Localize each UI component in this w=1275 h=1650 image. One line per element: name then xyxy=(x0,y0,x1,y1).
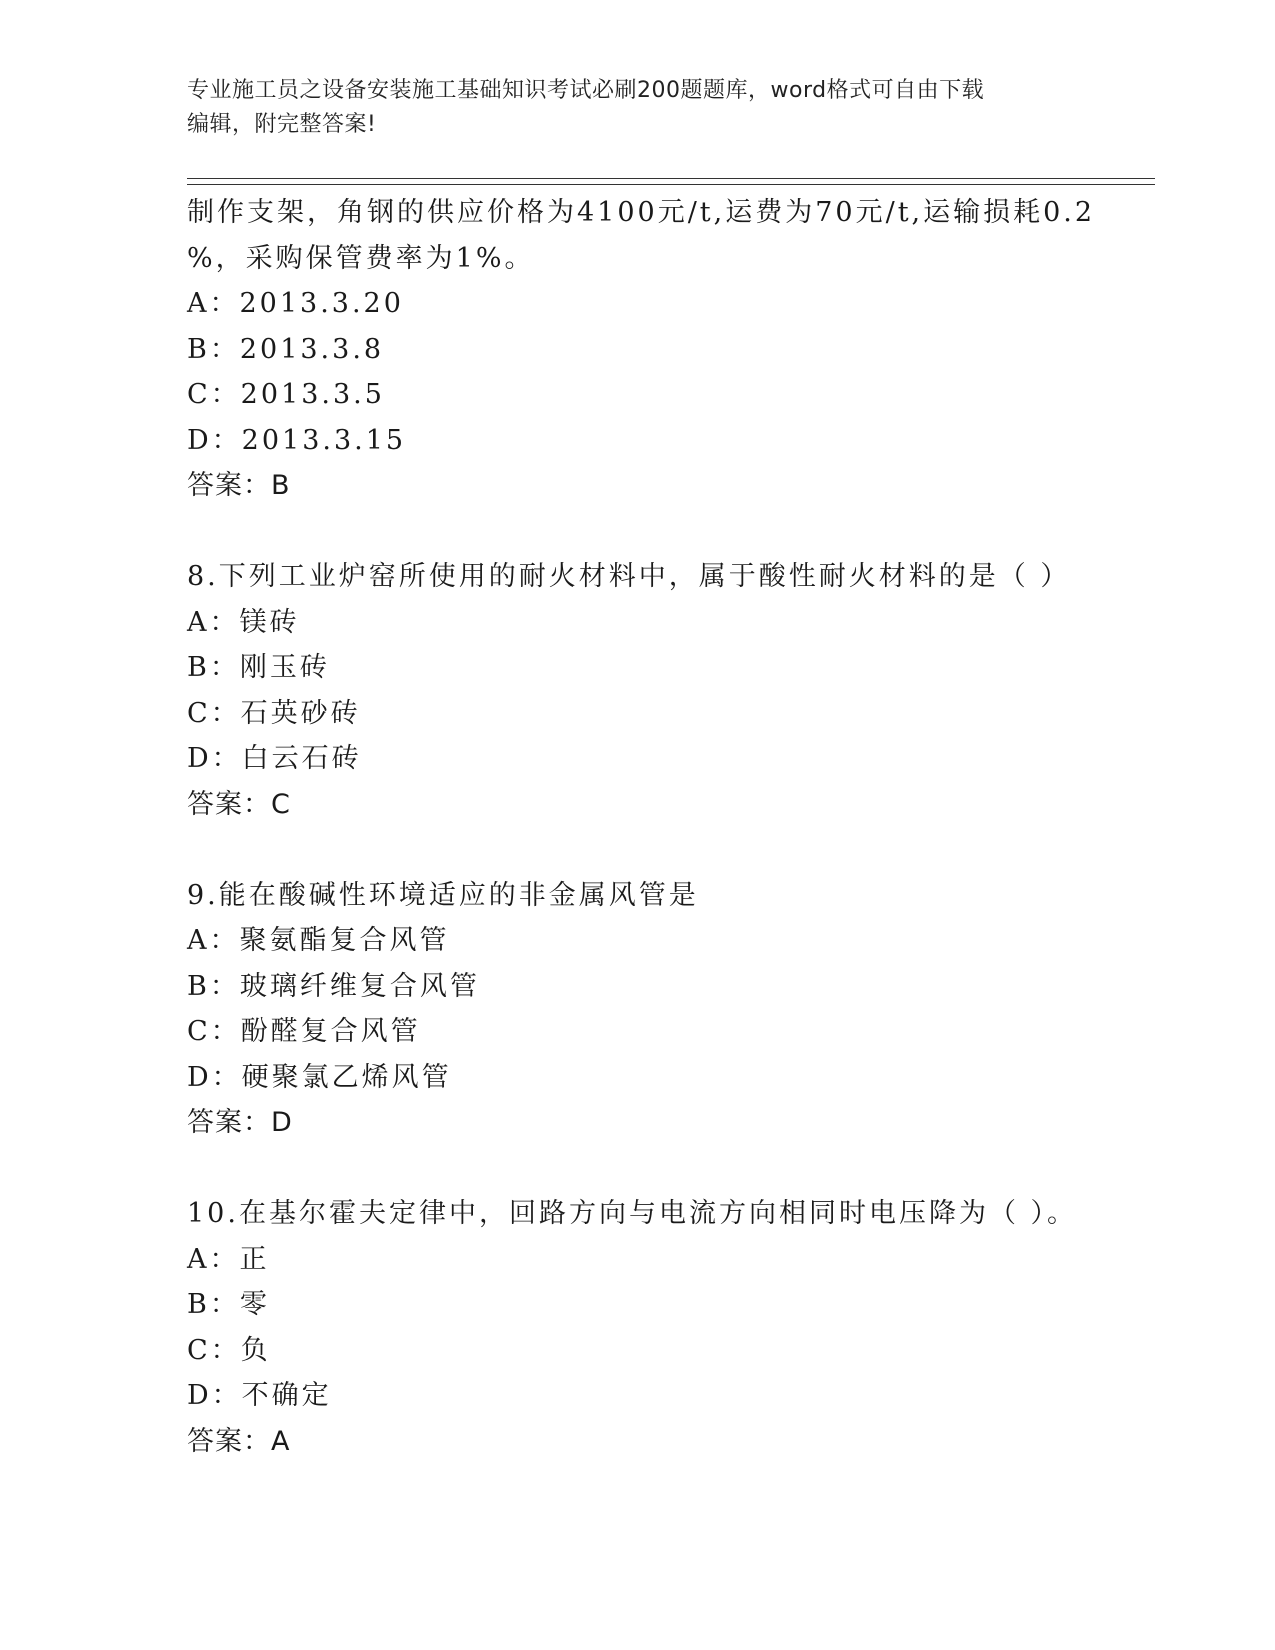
option-label: B： xyxy=(187,1289,240,1320)
header-title-line-1: 专业施工员之设备安装施工基础知识考试必刷200题题库，word格式可自由下载 xyxy=(187,78,985,103)
question-stem: 8.下列工业炉窑所使用的耐火材料中，属于酸性耐火材料的是（ ） xyxy=(187,561,1071,592)
option-text: 硬聚氯乙烯风管 xyxy=(241,1061,452,1093)
option-label: D： xyxy=(187,424,242,456)
option-label: B： xyxy=(187,970,240,1002)
question-stem: 9.能在酸碱性环境适应的非金属风管是 xyxy=(187,879,699,911)
answer-line: 答案：D xyxy=(187,1107,293,1138)
option-text: 零 xyxy=(239,1289,270,1320)
option-text: 酚醛复合风管 xyxy=(240,1016,421,1047)
option-label: C： xyxy=(187,379,241,410)
question-stem-line: %，采购保管费率为1%。 xyxy=(187,242,535,274)
question-block-8 xyxy=(187,554,1087,827)
option-text: 白云石砖 xyxy=(241,743,362,774)
option-c xyxy=(187,1009,1087,1055)
question-block-continued xyxy=(187,190,1096,509)
answer-line: 答案：C xyxy=(187,788,291,820)
option-a xyxy=(187,600,1087,646)
option-a xyxy=(187,918,1087,964)
option-b xyxy=(187,964,1087,1010)
question-stem-line: 制作支架，角钢的供应价格为4100元/t,运费为70元/t,运输损耗0.2 xyxy=(187,197,1096,228)
option-label: A： xyxy=(187,606,240,638)
option-label: C： xyxy=(187,1016,241,1047)
option-text: 玻璃纤维复合风管 xyxy=(239,970,480,1002)
option-b xyxy=(187,645,1087,691)
option-label: D： xyxy=(187,1061,242,1093)
option-text: 2013.3.15 xyxy=(241,424,407,456)
question-block-10 xyxy=(187,1191,1087,1464)
spacer xyxy=(187,509,1087,555)
answer-line: 答案：B xyxy=(187,470,291,501)
option-c xyxy=(187,1328,1087,1374)
answer-line: 答案：A xyxy=(187,1425,291,1457)
option-d xyxy=(187,418,1087,464)
question-list xyxy=(187,190,1096,1464)
option-label: B： xyxy=(187,333,240,365)
option-label: B： xyxy=(187,652,240,683)
option-label: C： xyxy=(187,1334,241,1366)
option-d xyxy=(187,1373,1087,1419)
option-text: 不确定 xyxy=(241,1380,332,1411)
option-text: 2013.3.20 xyxy=(239,288,404,319)
option-text: 2013.3.8 xyxy=(239,333,385,365)
header-divider-bottom xyxy=(187,184,1155,185)
option-text: 负 xyxy=(240,1334,271,1366)
spacer xyxy=(187,827,1087,873)
option-c xyxy=(187,372,1087,418)
option-label: A： xyxy=(187,1243,240,1275)
question-block-9 xyxy=(187,873,1087,1146)
option-b xyxy=(187,1282,1087,1328)
option-label: C： xyxy=(187,697,241,729)
option-label: A： xyxy=(187,288,240,319)
option-c xyxy=(187,691,1087,737)
option-text: 刚玉砖 xyxy=(239,652,330,683)
option-text: 聚氨酯复合风管 xyxy=(239,925,450,956)
option-label: D： xyxy=(187,1380,242,1411)
header-divider-top xyxy=(187,178,1155,179)
option-text: 镁砖 xyxy=(239,606,300,638)
option-label: A： xyxy=(187,925,240,956)
option-text: 正 xyxy=(239,1243,270,1275)
option-text: 2013.3.5 xyxy=(240,379,385,410)
option-a xyxy=(187,1237,1087,1283)
option-b xyxy=(187,327,1087,373)
option-a xyxy=(187,281,1087,327)
option-d xyxy=(187,1055,1087,1101)
spacer xyxy=(187,1146,1087,1192)
document-header xyxy=(187,74,1087,142)
option-text: 石英砂砖 xyxy=(240,697,361,729)
option-d xyxy=(187,736,1087,782)
header-title-line-2: 编辑，附完整答案! xyxy=(187,112,377,137)
option-label: D： xyxy=(187,743,242,774)
question-stem: 10.在基尔霍夫定律中，回路方向与电流方向相同时电压降为（ ）。 xyxy=(187,1198,1078,1229)
